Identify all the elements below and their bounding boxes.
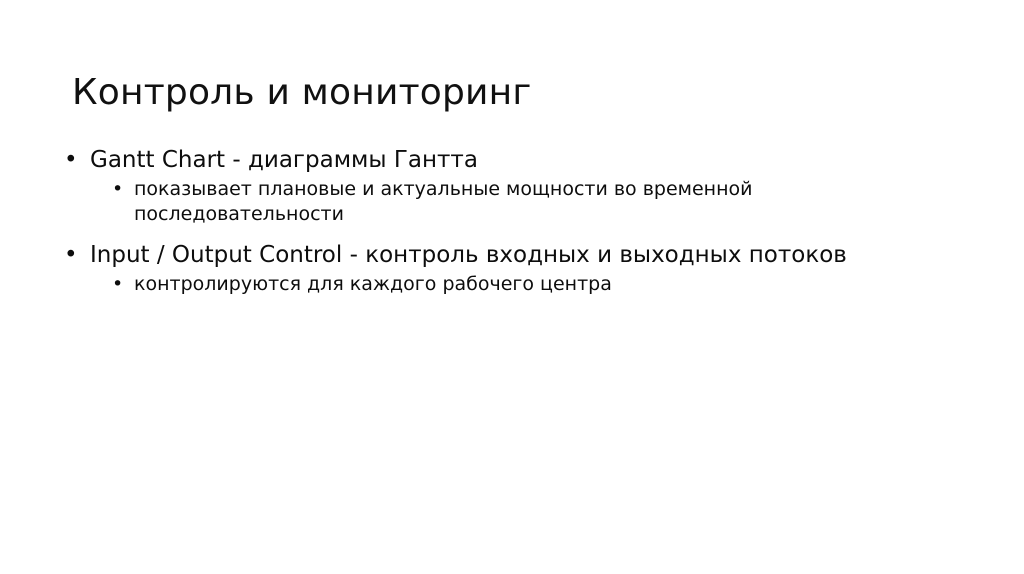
list-item [64, 241, 964, 270]
list-item [64, 146, 964, 175]
list-spacer [64, 231, 964, 241]
list-item-text: показывает плановые и актуальные мощности во временной последовательности [134, 178, 753, 226]
bullet-icon: • [64, 241, 78, 268]
list-item [64, 177, 964, 226]
list-item-text: контролируются для каждого рабочего центра [134, 273, 612, 296]
list-item [64, 272, 964, 297]
bullet-icon: • [112, 273, 124, 296]
list-item-text: Gantt Chart - диаграммы Гантта [90, 147, 478, 173]
slide-body-list [64, 146, 964, 301]
page-title: Контроль и мониторинг [72, 72, 532, 114]
bullet-icon: • [112, 178, 124, 201]
list-item-text: Input / Output Control - контроль входных и выходных потоков [90, 241, 847, 268]
bullet-icon: • [64, 147, 78, 173]
